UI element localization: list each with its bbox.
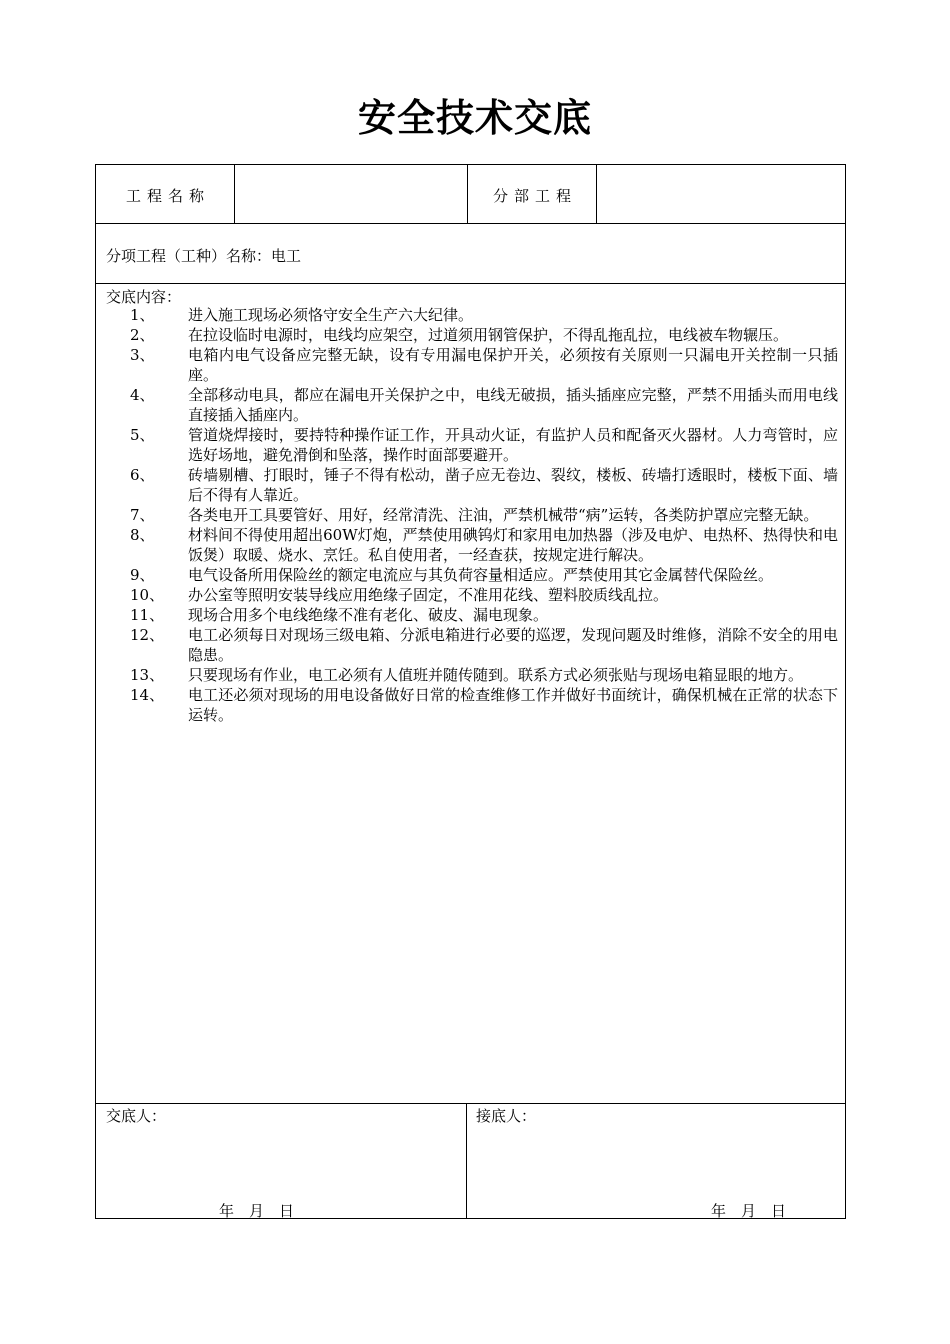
list-item xyxy=(106,585,838,605)
row-divider xyxy=(96,283,845,284)
rules-list xyxy=(106,305,838,725)
item-number: 5、 xyxy=(130,426,155,444)
item-number: 11、 xyxy=(130,606,165,624)
list-item xyxy=(106,385,838,425)
list-item xyxy=(106,565,838,585)
list-item xyxy=(106,665,838,685)
item-number: 9、 xyxy=(130,566,155,584)
column-divider xyxy=(596,165,597,223)
item-text: 现场合用多个电线绝缘不准有老化、破皮、漏电现象。 xyxy=(188,606,549,624)
list-item xyxy=(106,465,838,505)
item-text: 进入施工现场必须恪守安全生产六大纪律。 xyxy=(188,306,474,324)
sub-project-label: 分部工程 xyxy=(493,187,578,205)
column-divider xyxy=(234,165,235,223)
item-number: 14、 xyxy=(130,686,165,704)
item-text: 办公室等照明安装导线应用绝缘子固定，不准用花线、塑料胶质线乱拉。 xyxy=(188,586,669,604)
project-name-label: 工程名称 xyxy=(126,187,211,205)
item-number: 3、 xyxy=(130,346,155,364)
item-text: 电工必须每日对现场三级电箱、分派电箱进行必要的巡逻，发现问题及时维修，消除不安全的用电隐患。 xyxy=(188,626,838,664)
receiver-date: 年 月 日 xyxy=(711,1202,787,1220)
list-item xyxy=(106,685,838,725)
content-label: 交底内容： xyxy=(106,288,182,306)
item-text: 材料间不得使用超出60W灯炮，严禁使用碘钨灯和家用电加热器（涉及电炉、电热杯、热得快和电饭煲）取暖、烧水、烹饪。私自使用者，一经查获，按规定进行解决。 xyxy=(188,526,838,564)
item-text: 电工还必须对现场的用电设备做好日常的检查维修工作并做好书面统计，确保机械在正常的状态下运转。 xyxy=(188,686,838,724)
list-item xyxy=(106,325,838,345)
list-item xyxy=(106,625,838,665)
item-number: 1、 xyxy=(130,306,155,324)
row-divider xyxy=(96,223,845,224)
item-text: 全部移动电具，都应在漏电开关保护之中，电线无破损，插头插座应完整，严禁不用插头而用电线直接插入插座内。 xyxy=(188,386,838,424)
item-number: 12、 xyxy=(130,626,165,644)
list-item xyxy=(106,505,838,525)
subitem-line xyxy=(106,246,301,266)
row-divider xyxy=(96,1103,845,1104)
item-text: 各类电开工具要管好、用好，经常清洗、注油，严禁机械带“病”运转，各类防护罩应完整无缺。 xyxy=(188,506,819,524)
document-title: 安全技术交底 xyxy=(357,96,592,140)
item-number: 2、 xyxy=(130,326,155,344)
column-divider xyxy=(466,1103,467,1219)
list-item xyxy=(106,525,838,565)
item-text: 只要现场有作业，电工必须有人值班并随传随到。联系方式必须张贴与现场电箱显眼的地方。 xyxy=(188,666,804,684)
discloser-label: 交底人： xyxy=(106,1107,167,1125)
item-number: 10、 xyxy=(130,586,165,604)
item-text: 管道烧焊接时，要持特种操作证工作，开具动火证，有监护人员和配备灭火器材。人力弯管时，应选好场地，避免滑倒和坠落，操作时面部要避开。 xyxy=(188,426,838,464)
item-number: 6、 xyxy=(130,466,155,484)
item-text: 在拉设临时电源时，电线均应架空，过道须用钢管保护，不得乱拖乱拉，电线被车物辗压。 xyxy=(188,326,789,344)
list-item xyxy=(106,605,838,625)
discloser-date: 年 月 日 xyxy=(219,1202,295,1220)
item-number: 4、 xyxy=(130,386,155,404)
list-item xyxy=(106,345,838,385)
item-text: 砖墙剔槽、打眼时，锤子不得有松动，凿子应无卷边、裂纹，楼板、砖墙打透眼时，楼板下面、墙后不得有人靠近。 xyxy=(188,466,838,504)
list-item xyxy=(106,305,838,325)
list-item xyxy=(106,425,838,465)
subitem-value: 电工 xyxy=(271,247,302,265)
disclosure-form xyxy=(95,164,846,1219)
item-text: 电气设备所用保险丝的额定电流应与其负荷容量相适应。严禁使用其它金属替代保险丝。 xyxy=(188,566,774,584)
item-number: 8、 xyxy=(130,526,155,544)
receiver-label: 接底人： xyxy=(476,1107,537,1125)
item-text: 电箱内电气设备应完整无缺，设有专用漏电保护开关，必须按有关原则一只漏电开关控制一只插座。 xyxy=(188,346,838,384)
item-number: 7、 xyxy=(130,506,155,524)
column-divider xyxy=(467,165,468,223)
subitem-label: 分项工程（工种）名称： xyxy=(106,247,272,265)
item-number: 13、 xyxy=(130,666,165,684)
